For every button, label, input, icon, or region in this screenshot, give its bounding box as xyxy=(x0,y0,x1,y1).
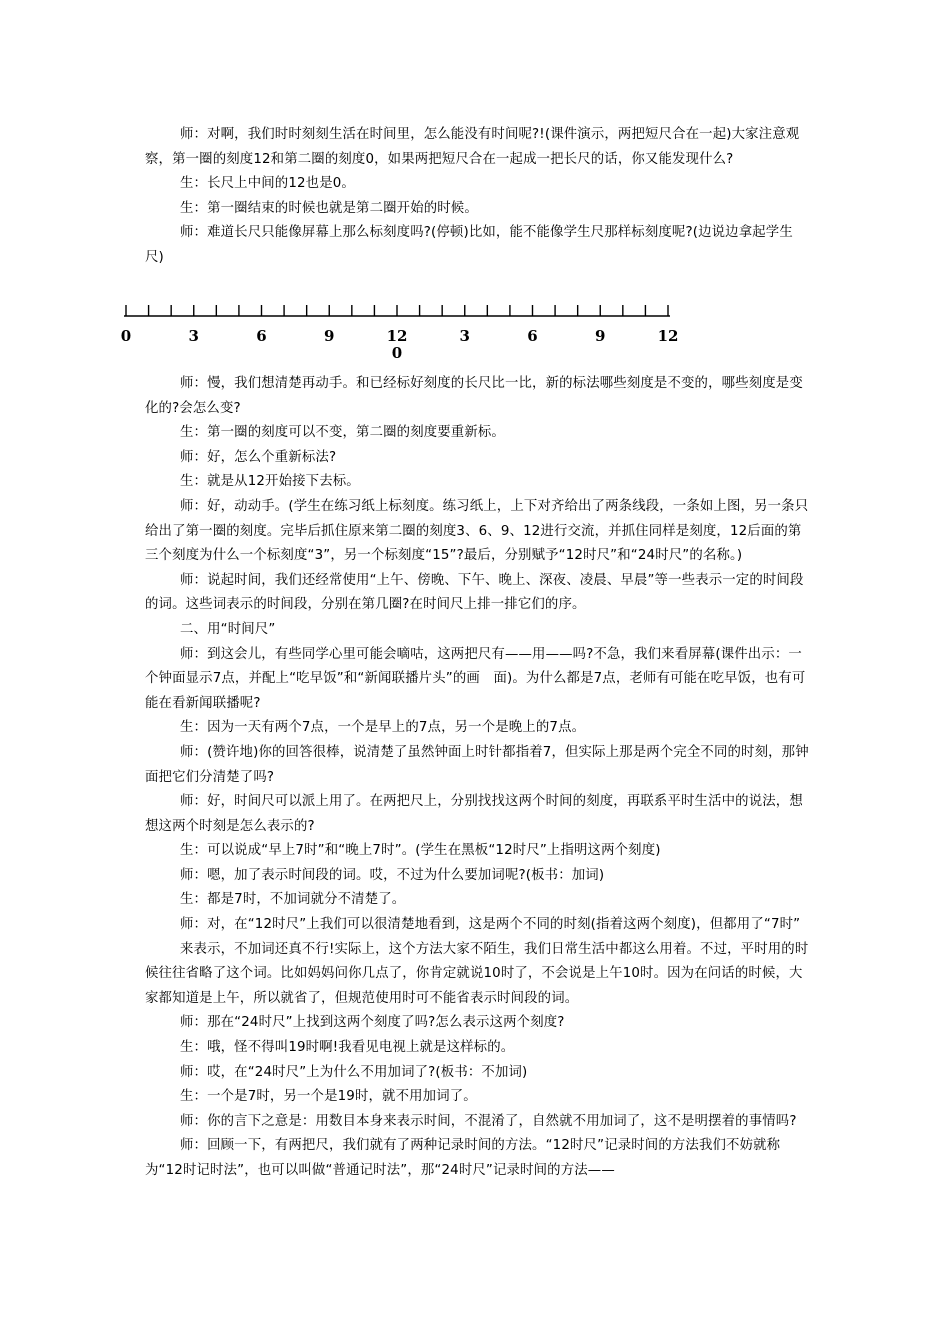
paragraph: 生：哦，怪不得叫19时啊!我看见电视上就是这样标的。 xyxy=(180,1040,515,1056)
ruler-label: 0 xyxy=(120,327,132,345)
paragraph: 师：难道长尺只能像屏幕上那么标刻度吗?(停顿)比如，能不能像学生尺那样标刻度呢?(边说边拿起学生尺) xyxy=(145,225,793,265)
section-heading: 二、用“时间尺” xyxy=(180,621,276,637)
paragraph: 师：慢，我们想清楚再动手。和已经标好刻度的长尺比一比，新的标法哪些刻度是不变的，哪些刻度是变化的?会怎么变? xyxy=(145,376,803,416)
ruler-label: 9 xyxy=(595,327,606,345)
ruler-labels xyxy=(121,327,679,362)
ruler-ticks xyxy=(126,305,668,316)
paragraph: 生：都是7时，不加词就分不清楚了。 xyxy=(180,892,406,908)
ruler-label: 6 xyxy=(256,327,267,345)
paragraph: 师：那在“24时尺”上找到这两个刻度了吗?怎么表示这两个刻度? xyxy=(180,1015,565,1031)
time-ruler-figure xyxy=(110,292,710,364)
paragraph: 师：回顾一下，有两把尺，我们就有了两种记录时间的方法。“12时尺”记录时间的方法我们不妨就称为“12时记时法”，也可以叫做“普通记时法”，那“24时尺”记录时间的方法—— xyxy=(145,1138,781,1178)
paragraph: 师：哎，在“24时尺”上为什么不用加词了?(板书：不加词) xyxy=(180,1064,528,1080)
ruler-label: 12 xyxy=(657,327,679,345)
paragraph: 生：就是从12开始接下去标。 xyxy=(180,474,360,490)
paragraph: 生：第一圈的刻度可以不变，第二圈的刻度要重新标。 xyxy=(180,425,505,441)
ruler-label: 3 xyxy=(459,327,470,345)
paragraph: 师：对，在“12时尺”上我们可以很清楚地看到，这是两个不同的时刻(指着这两个刻度)，但都用了“7时” xyxy=(180,917,801,933)
paragraph: 生：第一圈结束的时候也就是第二圈开始的时候。 xyxy=(180,200,478,216)
ruler-label: 3 xyxy=(188,327,199,345)
ruler-label: 6 xyxy=(527,327,538,345)
ruler-sub-label: 0 xyxy=(391,344,403,362)
paragraph: 师：对啊，我们时时刻刻生活在时间里，怎么能没有时间呢?!(课件演示，两把短尺合在一起)大家注意观察，第一圈的刻度12和第二圈的刻度0，如果两把短尺合在一起成一把长尺的话，你又能发现什么? xyxy=(145,127,800,167)
paragraph: 生：可以说成“早上7时”和“晚上7时”。(学生在黑板“12时尺”上指明这两个刻度) xyxy=(180,843,661,859)
text-block-bottom xyxy=(145,372,810,1184)
paragraph: 生：一个是7时，另一个是19时，就不用加词了。 xyxy=(180,1089,477,1105)
paragraph: 师：好，怎么个重新标法? xyxy=(180,449,337,465)
paragraph: 生：因为一天有两个7点，一个是早上的7点，另一个是晚上的7点。 xyxy=(180,720,586,736)
paragraph: 师：到这会儿，有些同学心里可能会嘀咕，这两把尺有——用——吗?不急，我们来看屏幕(课件出示：一个钟面显示7点，并配上“吃早饭”和“新闻联播片头”的画 面)。为什么都是7点，老师有可能在吃早饭，也有可能在看新闻联播呢? xyxy=(145,646,806,711)
paragraph: 师：好，动动手。(学生在练习纸上标刻度。练习纸上，上下对齐给出了两条线段，一条如上图，另一条只给出了第一圈的刻度。完毕后抓住原来第二圈的刻度3、6、9、12进行交流，并抓住同样是刻度，12后面的第三个刻度为什么一个标刻度“3”，另一个标刻度“15”?最后，分别赋予“12时尺”和“24时尺”的名称。) xyxy=(145,498,809,564)
paragraph: 师：说起时间，我们还经常使用“上午、傍晚、下午、晚上、深夜、凌晨、早晨”等一些表示一定的时间段的词。这些词表示的时间段，分别在第几圈?在时间尺上排一排它们的序。 xyxy=(145,572,804,613)
text-block-top xyxy=(145,123,810,271)
paragraph: 师：嗯，加了表示时间段的词。哎，不过为什么要加词呢?(板书：加词) xyxy=(180,867,605,883)
paragraph: 来表示，不加词还真不行!实际上，这个方法大家不陌生，我们日常生活中都这么用着。不过，平时用的时候往往省略了这个词。比如妈妈问你几点了，你肯定就说10时了，不会说是上午10时。因为在问话的时候，大家都知道是上午，所以就省了，但规范使用时可不能省表示时间段的词。 xyxy=(145,941,809,1006)
paragraph: 师：你的言下之意是：用数目本身来表示时间，不混淆了，自然就不用加词了，这不是明摆着的事情吗? xyxy=(180,1113,797,1129)
ruler-label: 9 xyxy=(324,327,335,345)
paragraph: 师：好，时间尺可以派上用了。在两把尺上，分别找找这两个时间的刻度，再联系平时生活中的说法，想想这两个时刻是怎么表示的? xyxy=(145,794,803,834)
paragraph: 师：(赞许地)你的回答很棒，说清楚了虽然钟面上时针都指着7，但实际上那是两个完全不同的时刻，那钟面把它们分清楚了吗? xyxy=(145,744,809,785)
ruler-label: 12 xyxy=(386,327,408,345)
paragraph: 生：长尺上中间的12也是0。 xyxy=(180,176,355,192)
